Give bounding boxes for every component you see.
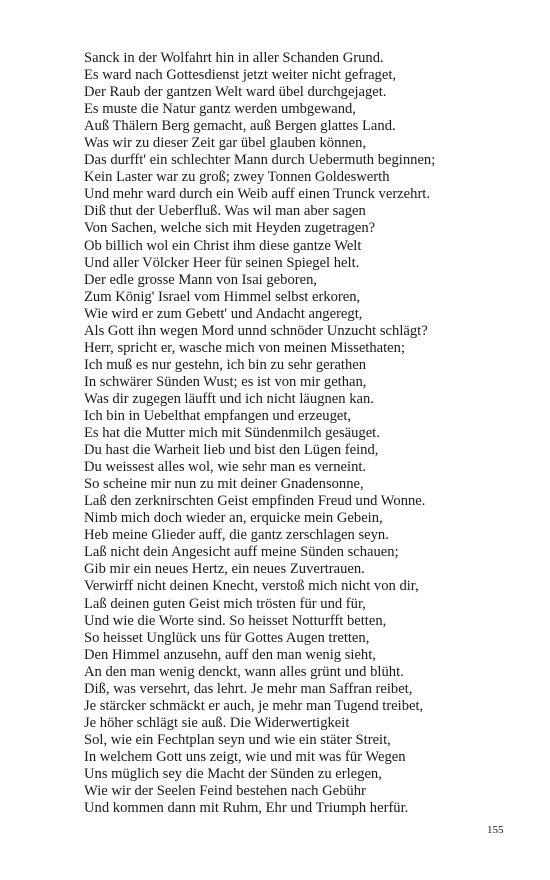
verse-line: Zum König' Israel vom Himmel selbst erkoren, [84, 288, 361, 305]
verse-line: Heb meine Glieder auff, die gantz zerschlagen seyn. [84, 527, 389, 544]
verse-line: Gib mir ein neues Hertz, ein neues Zuvertrauen. [84, 561, 365, 578]
verse-line: Und mehr ward durch ein Weib auff einen Trunck verzehrt. [84, 186, 431, 203]
verse-line: So scheine mir nun zu mit deiner Gnadensonne, [84, 476, 364, 493]
verse-line: Laß den zerknirschten Geist empfinden Freud und Wonne. [84, 493, 426, 510]
verse-line: Es ward nach Gottesdienst jetzt weiter nicht gefraget, [84, 67, 397, 84]
verse-line: Der edle grosse Mann von Isai geboren, [84, 271, 318, 288]
verse-line: Und wie die Worte sind. So heisset Notturfft betten, [84, 612, 387, 629]
verse-line: Ich muß es nur gestehn, ich bin zu sehr gerathen [84, 356, 367, 373]
verse-line: Du hast die Warheit lieb und bist den Lügen feind, [84, 442, 379, 459]
verse-line: Herr, spricht er, wasche mich von meinen Missethaten; [84, 339, 406, 356]
verse-line: So heisset Unglück uns für Gottes Augen tretten, [84, 629, 370, 646]
verse-line: Das durfft' ein schlechter Mann durch Uebermuth beginnen; [84, 152, 436, 169]
verse-line: Uns müglich sey die Macht der Sünden zu erlegen, [84, 765, 382, 782]
verse-line: Der Raub der gantzen Welt ward übel durchgejaget. [84, 84, 387, 101]
verse-line: Auß Thälern Berg gemacht, auß Bergen glattes Land. [84, 118, 396, 135]
page-number: 155 [487, 824, 504, 836]
verse-line: Ich bin in Uebelthat empfangen und erzeuget, [84, 407, 352, 424]
verse-line: Sol, wie ein Fechtplan seyn und wie ein stäter Streit, [84, 731, 391, 748]
verse-line: Verwirff nicht deinen Knecht, verstoß mich nicht von dir, [84, 578, 419, 595]
verse-line: Diß, was versehrt, das lehrt. Je mehr man Saffran reibet, [84, 680, 413, 697]
verse-line: In welchem Gott uns zeigt, wie und mit was für Wegen [84, 748, 406, 765]
verse-line: Es hat die Mutter mich mit Sündenmilch gesäuget. [84, 425, 380, 442]
verse-line: Laß deinen guten Geist mich trösten für und für, [84, 595, 366, 612]
verse-line: Und kommen dann mit Ruhm, Ehr und Triumph herfür. [84, 800, 409, 817]
verse-line: Du weissest alles wol, wie sehr man es verneint. [84, 459, 367, 476]
verse-line: Diß thut der Ueberfluß. Was wil man aber sagen [84, 203, 366, 220]
verse-line: Nimb mich doch wieder an, erquicke mein Gebein, [84, 510, 383, 527]
verse-line: An den man wenig denckt, wann alles grünt und blüht. [84, 663, 404, 680]
poem-text-block [84, 50, 524, 817]
verse-line: Es muste die Natur gantz werden umbgewand, [84, 101, 356, 118]
verse-line: Von Sachen, welche sich mit Heyden zugetragen? [84, 220, 376, 237]
verse-line: Sanck in der Wolfahrt hin in aller Schanden Grund. [84, 50, 384, 66]
verse-line: Wie wir der Seelen Feind bestehen nach Gebühr [84, 783, 366, 800]
verse-line: Ob billich wol ein Christ ihm diese gantze Welt [84, 237, 362, 254]
verse-line: Als Gott ihn wegen Mord unnd schnöder Unzucht schlägt? [84, 322, 428, 339]
verse-line: Laß nicht dein Angesicht auff meine Sünden schauen; [84, 544, 399, 561]
verse-line: Je höher schlägt sie auß. Die Widerwertigkeit [84, 714, 350, 731]
verse-line: In schwärer Sünden Wust; es ist von mir gethan, [84, 373, 367, 390]
verse-line: Je stärcker schmäckt er auch, je mehr man Tugend treibet, [84, 697, 424, 714]
verse-line: Den Himmel anzusehn, auff den man wenig sieht, [84, 646, 376, 663]
verse-line: Was wir zu dieser Zeit gar übel glauben können, [84, 135, 367, 152]
verse-line: Und aller Völcker Heer für seinen Spiegel helt. [84, 254, 360, 271]
verse-line: Was dir zugegen läufft und ich nicht läugnen kan. [84, 390, 374, 407]
verse-line: Wie wird er zum Gebett' und Andacht angeregt, [84, 305, 363, 322]
verse-line: Kein Laster war zu groß; zwey Tonnen Goldeswerth [84, 169, 390, 186]
